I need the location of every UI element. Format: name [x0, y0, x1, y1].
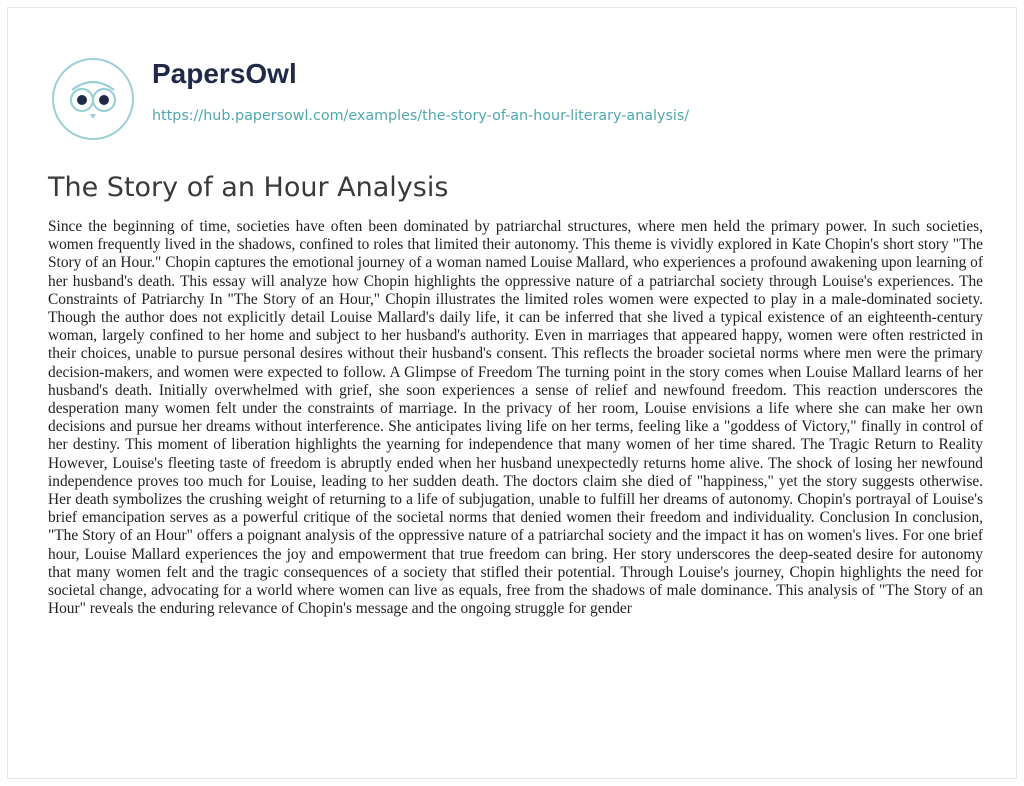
owl-icon [50, 56, 136, 142]
page-title: The Story of an Hour Analysis [48, 172, 449, 203]
source-url-link[interactable]: https://hub.papersowl.com/examples/the-story-of-an-hour-literary-analysis/ [152, 108, 690, 124]
essay-body: Since the beginning of time, societies have often been dominated by patriarchal structures, where men held the primary power. In such societies, women frequently lived in the shadows, confined to roles that limited their autonomy. This theme is vividly explored in Kate Chopin's short story "The Story of an Hour." Chopin captures the emotional journey of a woman named Louise Mallard, who experiences a profound awakening upon learning of her husband's death. This essay will analyze how Chopin highlights the oppressive nature of a patriarchal society through Louise's experiences. The Constraints of Patriarchy In "The Story of an Hour," Chopin illustrates the limited roles women were expected to play in a male-dominated society. Though the author does not explicitly detail Louise Mallard's daily life, it can be inferred that she lived a typical existence of an eighteenth-century woman, largely confined to her home and subject to her husband's authority. Even in marriages that appeared happy, women were often restricted in their choices, unable to pursue personal desires without their husband's consent. This reflects the broader societal norms where men were the primary decision-makers, and women were expected to follow. A Glimpse of Freedom The turning point in the story comes when Louise Mallard learns of her husband's death. Initially overwhelmed with grief, she soon experiences a sense of relief and newfound freedom. This reaction underscores the desperation many women felt under the constraints of marriage. In the privacy of her room, Louise envisions a life where she can make her own decisions and pursue her dreams without interference. She anticipates living life on her terms, feeling like a "goddess of Victory," finally in control of her destiny. This moment of liberation highlights the yearning for independence that many women of her time shared. The Tragic Return to Reality However, Louise's fleeting taste of freedom is abruptly ended when her husband unexpectedly returns home alive. The shock of losing her newfound independence proves too much for Louise, leading to her sudden death. The doctors claim she died of "happiness," yet the story suggests otherwise. Her death symbolizes the crushing weight of returning to a life of subjugation, unable to fulfill her dreams of autonomy. Chopin's portrayal of Louise's brief emancipation serves as a powerful critique of the societal norms that denied women their freedom and individuality. Conclusion In conclusion, "The Story of an Hour" offers a poignant analysis of the oppressive nature of a patriarchal society and the impact it has on women's lives. For one brief hour, Louise Mallard experiences the joy and empowerment that true freedom can bring. Her story underscores the deep-seated desire for autonomy that many women felt and the tragic consequences of a society that stifled their potential. Through Louise's journey, Chopin highlights the need for societal change, advocating for a world where women can live as equals, free from the shadows of male dominance. This analysis of "The Story of an Hour" reveals the enduring relevance of Chopin's message and the ongoing struggle for gender [48, 218, 983, 618]
brand-name: PapersOwl [152, 58, 297, 89]
